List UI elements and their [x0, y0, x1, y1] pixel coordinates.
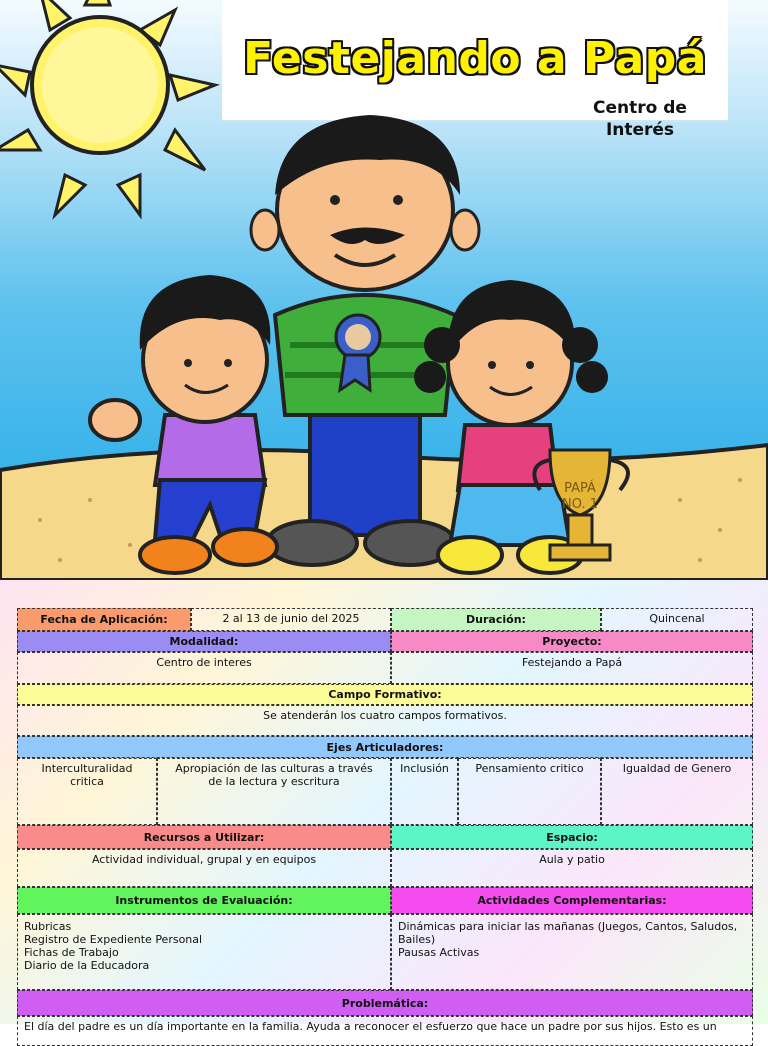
subtitle-line-1: Centro de [593, 98, 687, 118]
list-item: Fichas de Trabajo [24, 946, 119, 959]
duracion-value: Quincenal [601, 608, 753, 631]
ejes-label: Ejes Articuladores: [17, 736, 753, 758]
eje-3: Inclusión [391, 758, 458, 825]
page-title: Festejando a Papá [243, 33, 707, 84]
family-illustration [80, 115, 680, 580]
eje-2: Apropiación de las culturas a través de la lectura y escritura [157, 758, 391, 825]
proyecto-label: Proyecto: [391, 631, 753, 652]
modalidad-value: Centro de interes [17, 652, 391, 684]
modalidad-label: Modalidad: [17, 631, 391, 652]
recursos-label: Recursos a Utilizar: [17, 825, 391, 849]
list-item: Registro de Expediente Personal [24, 933, 203, 946]
recursos-value: Actividad individual, grupal y en equipos [17, 849, 391, 887]
eje-4: Pensamiento critico [458, 758, 601, 825]
actividades-label: Actividades Complementarias: [391, 887, 753, 914]
list-item: Bailes) [398, 933, 436, 946]
instrumentos-list [17, 914, 391, 990]
list-item: Dinámicas para iniciar las mañanas (Juegos, Cantos, Saludos, [398, 920, 738, 933]
list-item: Rubricas [24, 920, 72, 933]
actividades-list [391, 914, 753, 990]
subtitle-line-2: Interés [605, 120, 675, 140]
trophy-text-2: NO. 1 [562, 497, 598, 512]
fecha-label: Fecha de Aplicación: [17, 608, 191, 631]
fecha-value: 2 al 13 de junio del 2025 [191, 608, 391, 631]
list-item: Diario de la Educadora [24, 959, 150, 972]
duracion-label: Duración: [391, 608, 601, 631]
planning-form [0, 580, 768, 1033]
problematica-label: Problemática: [17, 990, 753, 1016]
espacio-label: Espacio: [391, 825, 753, 849]
list-item: Pausas Activas [398, 946, 480, 959]
proyecto-value: Festejando a Papá [391, 652, 753, 684]
instrumentos-label: Instrumentos de Evaluación: [17, 887, 391, 914]
espacio-value: Aula y patio [391, 849, 753, 887]
campo-label: Campo Formativo: [17, 684, 753, 705]
eje-1: Interculturalidad critica [17, 758, 157, 825]
boy-figure [90, 275, 277, 573]
eje-5: Igualdad de Genero [601, 758, 753, 825]
trophy-text-1: PAPÁ [564, 481, 596, 496]
problematica-value: El día del padre es un día importante en la familia. Ayuda a reconocer el esfuerzo que hace un padre por sus hijos. Esto es un [17, 1016, 753, 1046]
campo-value: Se atenderán los cuatro campos formativos. [17, 705, 753, 736]
